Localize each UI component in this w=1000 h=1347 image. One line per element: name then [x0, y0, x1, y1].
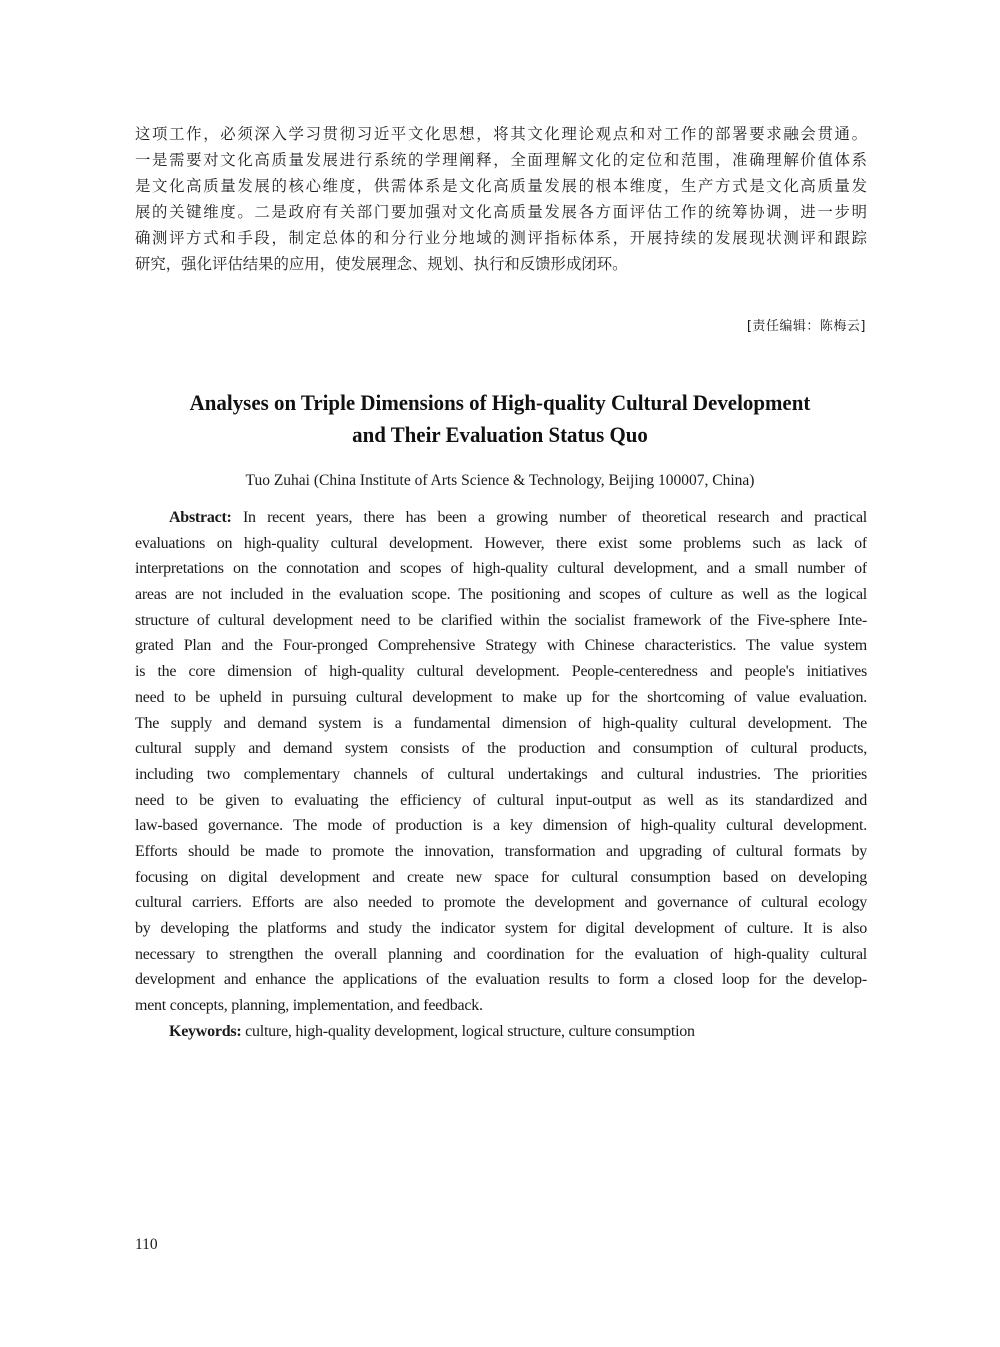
chinese-paragraph-line: 一是需要对文化高质量发展进行系统的学理阐释，全面理解文化的定位和范围，准确理解价值体系: [135, 151, 867, 169]
editor-note: [责任编辑：陈梅云]: [746, 319, 866, 334]
abstract: [135, 505, 867, 1044]
keywords-text: culture, high-quality development, logical structure, culture consumption: [245, 1022, 695, 1040]
chinese-paragraph-line: 确测评方式和手段，制定总体的和分行业分地域的测评指标体系，开展持续的发展现状测评和跟踪: [135, 229, 867, 247]
abstract-label: Abstract:: [169, 509, 232, 526]
abstract-line: need to be upheld in pursuing cultural development to make up for the shortcoming of value evaluation.: [135, 688, 867, 706]
keywords: [135, 1019, 867, 1045]
abstract-line: cultural carriers. Efforts are also needed to promote the development and governance of cultural ecology: [135, 894, 867, 912]
keywords-label: Keywords:: [169, 1022, 242, 1040]
abstract-line: Efforts should be made to promote the innovation, transformation and upgrading of cultural formats by: [135, 842, 867, 860]
abstract-line: is the core dimension of high-quality cultural development. People-centeredness and people's initiatives: [135, 663, 867, 681]
abstract-line: law-based governance. The mode of production is a key dimension of high-quality cultural development.: [135, 817, 867, 835]
page-number: 110: [135, 1236, 158, 1253]
abstract-line: including two complementary channels of cultural undertakings and cultural industries. The priorities: [135, 765, 867, 783]
chinese-paragraph-line: 研究，强化评估结果的应用，使发展理念、规划、执行和反馈形成闭环。: [135, 255, 628, 273]
abstract-line: interpretations on the connotation and scopes of high-quality cultural development, and a small number of: [135, 560, 867, 578]
author-affiliation: Tuo Zuhai (China Institute of Arts Science & Technology, Beijing 100007, China): [245, 472, 755, 489]
abstract-line: areas are not included in the evaluation scope. The positioning and scopes of culture as well as the logical: [135, 586, 867, 604]
chinese-paragraph-line: 展的关键维度。二是政府有关部门要加强对文化高质量发展各方面评估工作的统筹协调，进一步明: [135, 203, 867, 221]
english-title-line-1: Analyses on Triple Dimensions of High-quality Cultural Development: [189, 390, 811, 415]
abstract-line: The supply and demand system is a fundamental dimension of high-quality cultural development. The: [135, 714, 867, 732]
chinese-paragraph: [135, 121, 867, 277]
chinese-paragraph-line: 是文化高质量发展的核心维度，供需体系是文化高质量发展的根本维度，生产方式是文化高质量发: [135, 177, 867, 195]
abstract-line-text: In recent years, there has been a growing number of theoretical research and practical: [242, 509, 867, 526]
abstract-line: need to be given to evaluating the efficiency of cultural input-output as well as its standardized and: [135, 791, 867, 809]
abstract-line: [135, 505, 867, 531]
english-title: [35, 387, 965, 451]
abstract-line: by developing the platforms and study the indicator system for digital development of culture. It is also: [135, 920, 867, 937]
abstract-line: evaluations on high-quality cultural development. However, there exist some problems such as lack of: [135, 534, 867, 552]
abstract-line: ment concepts, planning, implementation, and feedback.: [135, 997, 483, 1015]
abstract-line: development and enhance the applications of the evaluation results to form a closed loop for the develop-: [135, 971, 867, 989]
abstract-line: focusing on digital development and create new space for cultural consumption based on developing: [135, 868, 867, 886]
chinese-paragraph-line: 这项工作，必须深入学习贯彻习近平文化思想，将其文化理论观点和对工作的部署要求融会贯通。: [135, 125, 867, 143]
abstract-line: cultural supply and demand system consists of the production and consumption of cultural products,: [135, 740, 867, 758]
english-title-line-2: and Their Evaluation Status Quo: [352, 422, 648, 447]
abstract-line: structure of cultural development need to be clarified within the socialist framework of the Five-sphere Inte-: [135, 611, 867, 629]
abstract-line: necessary to strengthen the overall planning and coordination for the evaluation of high-quality cultural: [135, 945, 867, 963]
abstract-line: grated Plan and the Four-pronged Comprehensive Strategy with Chinese characteristics. The value system: [135, 637, 867, 655]
